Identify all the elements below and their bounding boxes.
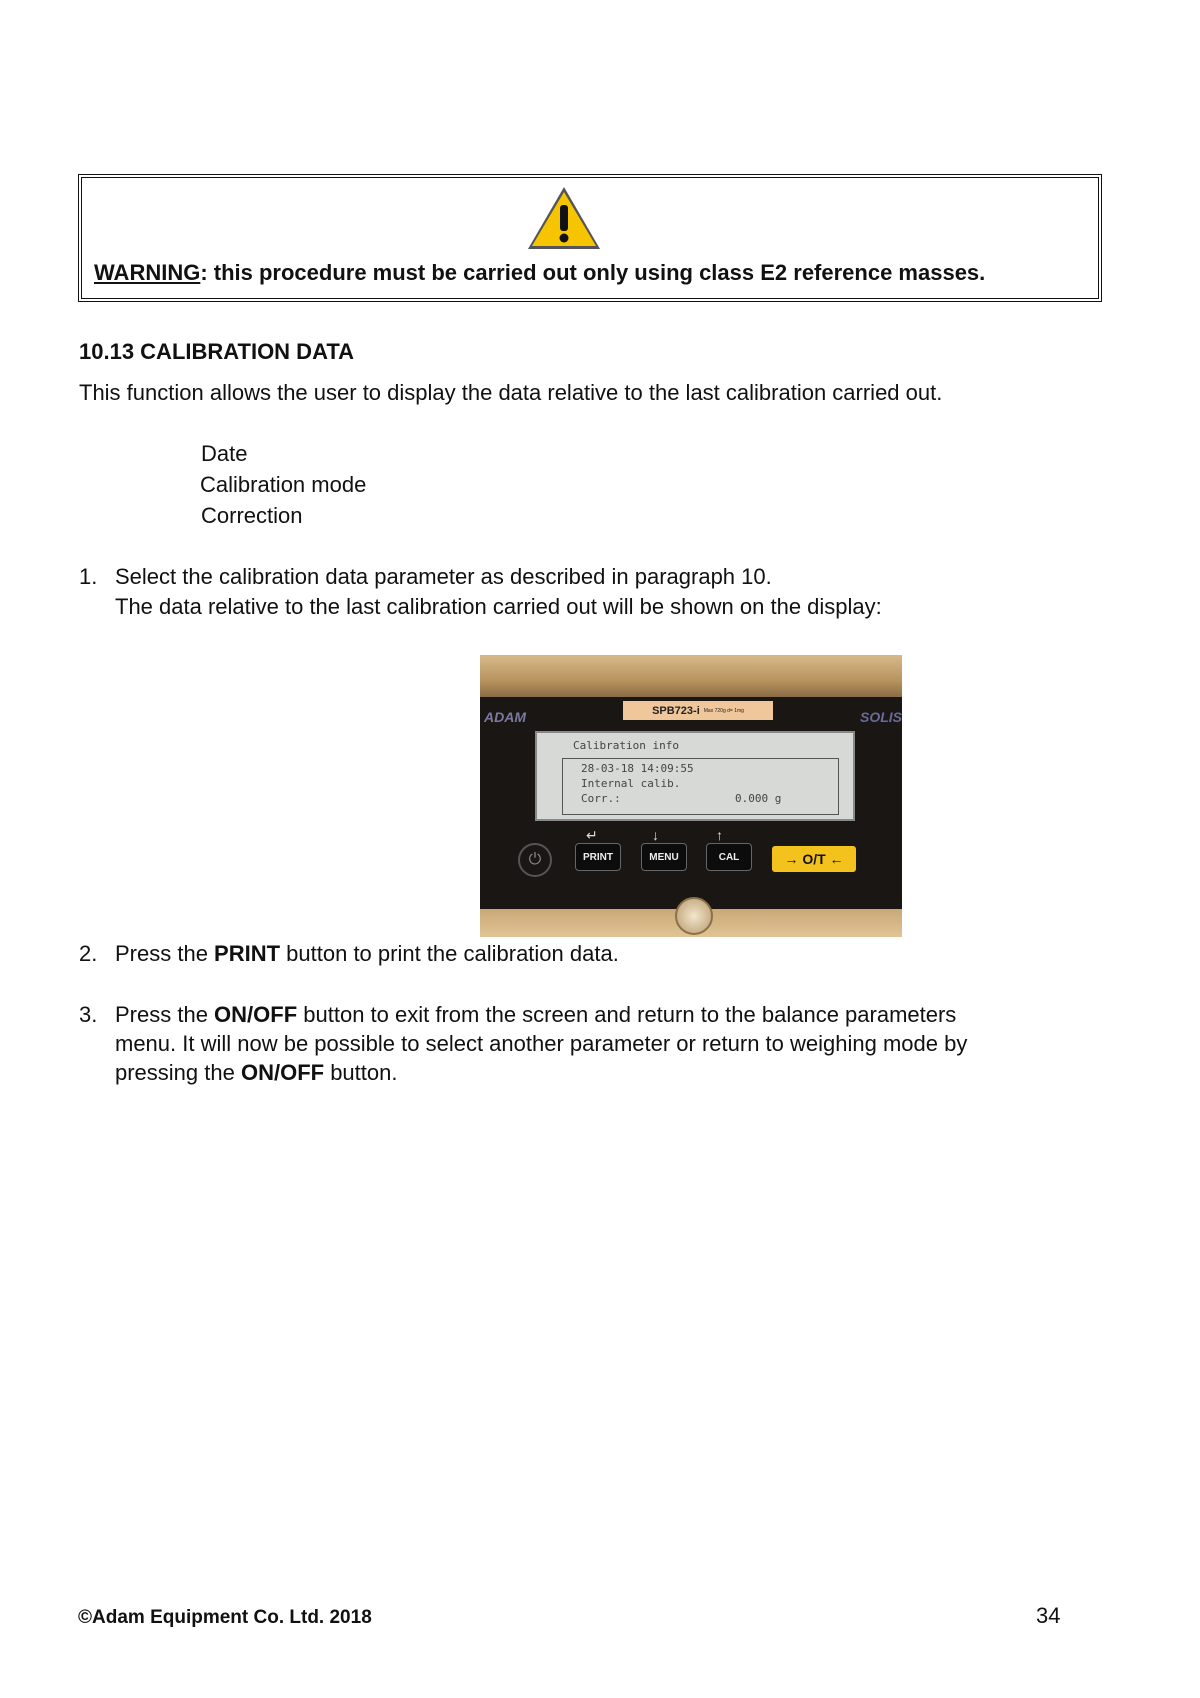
cal-key: CAL xyxy=(706,843,752,871)
warning-text xyxy=(94,260,985,286)
step-text: menu. It will now be possible to select another parameter or return to weighing mode by xyxy=(115,1031,968,1056)
model-label: SPB723-i Max 720g d= 1mg xyxy=(623,701,773,720)
warning-label: WARNING xyxy=(94,260,201,285)
section-intro: This function allows the user to display the data relative to the last calibration carried out. xyxy=(79,380,943,405)
warning-message: : this procedure must be carried out only using class E2 reference masses. xyxy=(200,260,986,285)
warning-triangle-icon xyxy=(524,183,604,253)
page-number: 34 xyxy=(1036,1603,1061,1628)
section-heading: 10.13 CALIBRATION DATA xyxy=(79,339,355,364)
lcd-screen xyxy=(535,731,855,821)
list-item: Correction xyxy=(201,503,303,528)
footer-copyright: ©Adam Equipment Co. Ltd. 2018 xyxy=(78,1607,372,1628)
up-arrow-icon: ↑ xyxy=(716,827,723,843)
step-number: 2. xyxy=(79,941,98,966)
lcd-corr-label: Corr.: xyxy=(581,792,621,805)
enter-arrow-icon: ↵ xyxy=(586,827,598,843)
level-bubble xyxy=(675,897,713,935)
series-logo: SOLIS xyxy=(859,709,902,725)
list-item: Calibration mode xyxy=(200,472,367,497)
brand-logo: ADAM xyxy=(484,709,526,725)
lcd-mode: Internal calib. xyxy=(581,777,681,790)
step-number: 3. xyxy=(79,1002,98,1027)
lcd-date: 28-03-18 14:09:55 xyxy=(581,762,694,775)
step-text: The data relative to the last calibration carried out will be shown on the display: xyxy=(115,594,882,619)
down-arrow-icon: ↓ xyxy=(652,827,659,843)
lcd-title: Calibration info xyxy=(573,739,679,752)
step-text: Press the ON/OFF button to exit from the screen and return to the balance parameters xyxy=(115,1002,957,1027)
step-text: Press the PRINT button to print the calibration data. xyxy=(115,941,619,966)
lcd-corr-value: 0.000 g xyxy=(735,792,782,805)
step-text: pressing the ON/OFF button. xyxy=(115,1060,398,1085)
list-item: Date xyxy=(201,441,248,466)
print-key: PRINT xyxy=(575,843,621,871)
menu-key: MENU xyxy=(641,843,687,871)
balance-display-photo xyxy=(480,655,902,937)
step-text: Select the calibration data parameter as described in paragraph 10. xyxy=(115,564,772,589)
power-icon: ⏻ xyxy=(518,843,552,877)
zero-tare-key: → O/T ← xyxy=(772,846,856,872)
step-number: 1. xyxy=(79,564,98,589)
